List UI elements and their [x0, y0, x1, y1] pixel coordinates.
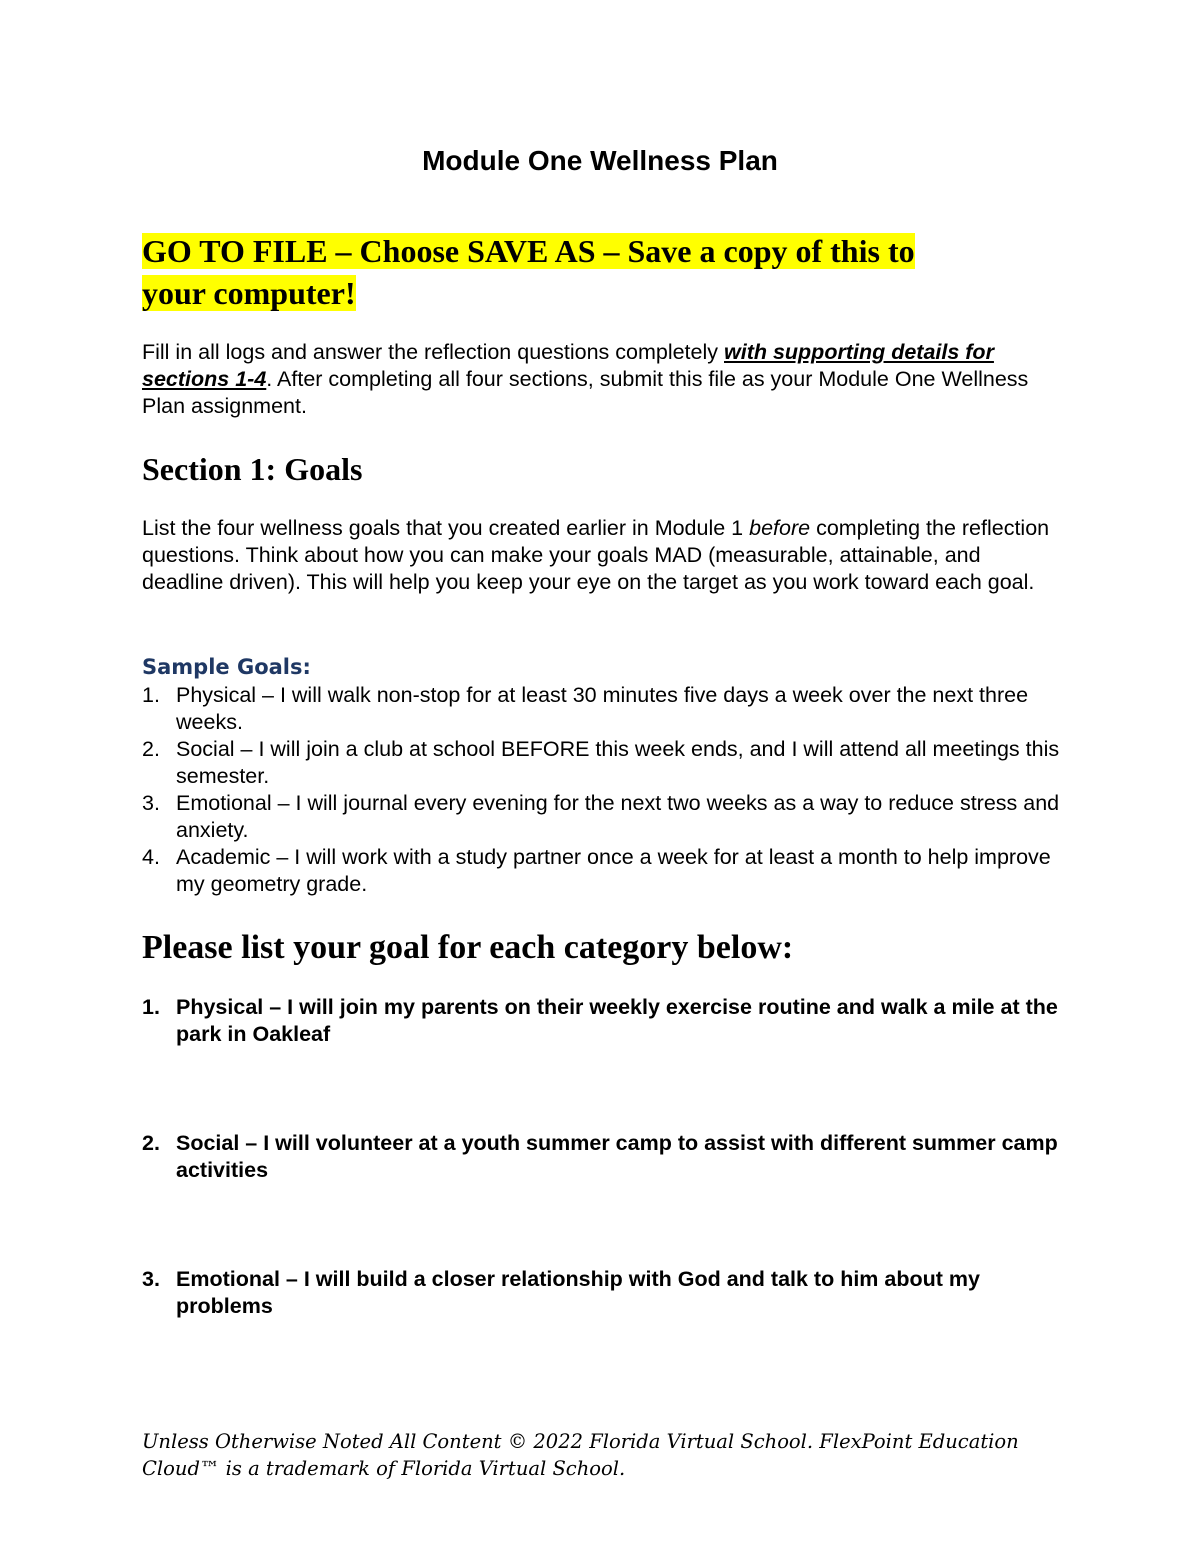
intro-text-end: . After completing all four sections, submit this file as your Module One Wellness Plan assignment. — [142, 367, 1029, 418]
intro-text-start: Fill in all logs and answer the reflection questions completely — [142, 340, 724, 364]
intro-paragraph — [142, 339, 1062, 420]
list-number: 3. — [142, 1267, 160, 1291]
list-item — [142, 994, 1062, 1130]
goal-prompt-heading: Please list your goal for each category below: — [142, 929, 794, 966]
list-item — [142, 1130, 1062, 1266]
list-item — [142, 736, 1062, 790]
section-1-emphasis: before — [749, 516, 811, 540]
list-number: 2. — [142, 1131, 160, 1155]
list-item — [142, 790, 1062, 844]
section-1-heading: Section 1: Goals — [142, 451, 363, 487]
section-1-paragraph — [142, 515, 1062, 596]
list-item-text: Academic – I will work with a study partner once a week for at least a month to help improve my geometry grade. — [176, 845, 1051, 896]
list-item-text: Physical – I will walk non-stop for at least 30 minutes five days a week over the next three weeks. — [176, 683, 1029, 734]
section-1-text-start: List the four wellness goals that you created earlier in Module 1 — [142, 516, 750, 540]
goal-answer-text[interactable]: Social – I will volunteer at a youth summer camp to assist with different summer camp activities — [176, 1131, 1058, 1182]
document-title: Module One Wellness Plan — [422, 145, 778, 176]
sample-goals-heading: Sample Goals: — [142, 655, 311, 679]
goal-answer-text[interactable]: Physical – I will join my parents on their weekly exercise routine and walk a mile at the park in Oakleaf — [176, 995, 1058, 1046]
banner-line-2: your computer! — [142, 275, 356, 311]
copyright-footer: Unless Otherwise Noted All Content © 2022 Florida Virtual School. FlexPoint Education Cloud™ is a trademark of Florida Virtual School. — [142, 1430, 1019, 1480]
list-number: 2. — [142, 737, 160, 761]
list-number: 3. — [142, 791, 160, 815]
list-item-text: Social – I will join a club at school BEFORE this week ends, and I will attend all meetings this semester. — [176, 737, 1060, 788]
save-instruction-banner — [142, 230, 1022, 314]
list-item — [142, 844, 1062, 898]
student-goals-list — [142, 994, 1062, 1402]
section-1-text-end: completing the reflection questions. Think about how you can make your goals MAD (measurable, attainable, and deadline driven). This will help you keep your eye on the target as you work toward each goal. — [142, 516, 1050, 594]
intro-emphasis: with supporting details for sections 1-4 — [142, 340, 994, 391]
list-item-text: Emotional – I will journal every evening for the next two weeks as a way to reduce stress and anxiety. — [176, 791, 1060, 842]
sample-goals-list — [142, 682, 1062, 898]
banner-line-1: GO TO FILE – Choose SAVE AS – Save a copy of this to — [142, 233, 915, 269]
list-item — [142, 682, 1062, 736]
goal-answer-text[interactable]: Emotional – I will build a closer relationship with God and talk to him about my problems — [176, 1267, 980, 1318]
list-number: 4. — [142, 845, 160, 869]
list-item — [142, 1266, 1062, 1402]
list-number: 1. — [142, 995, 160, 1019]
list-number: 1. — [142, 683, 160, 707]
